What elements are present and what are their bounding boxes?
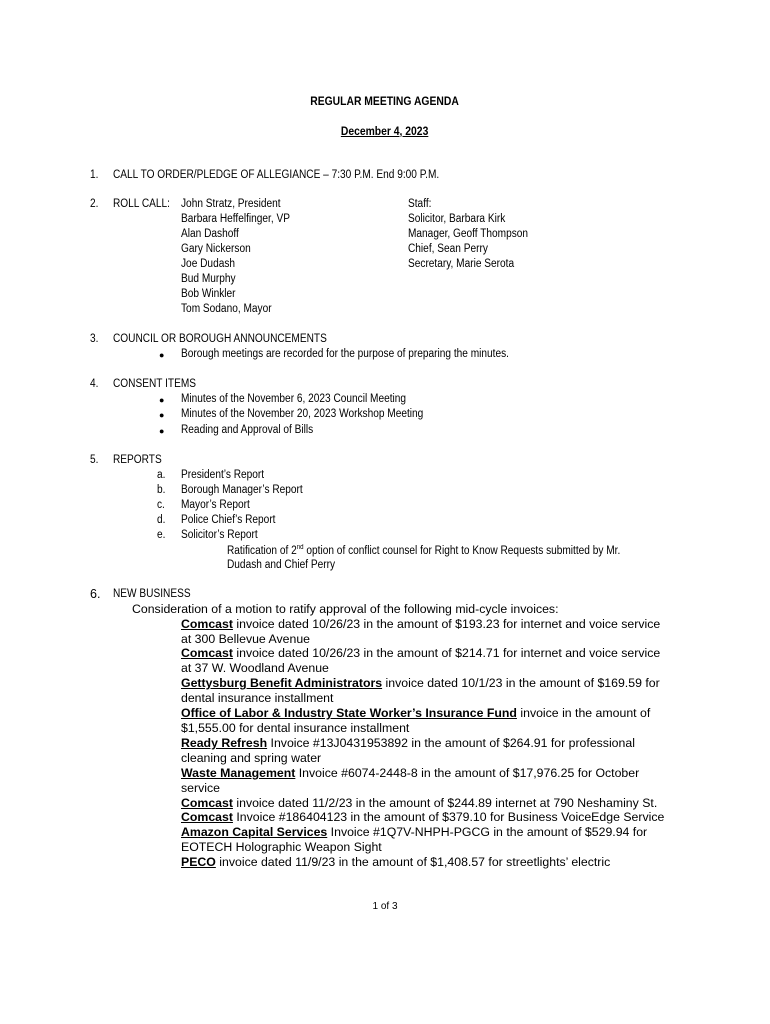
invoice-line: PECO invoice dated 11/9/23 in the amount of $1,408.57 for streetlights’ electric [181,855,611,869]
item-number-6: 6. [90,587,101,601]
staff-member: Solicitor, Barbara Kirk [408,213,506,225]
item-number-4: 4. [90,378,99,390]
agenda-title: REGULAR MEETING AGENDA [310,96,460,108]
report-letter: a. [157,469,166,481]
solicitor-subitem: Ratification of 2nd option of conflict counsel for Right to Know Requests submitted by Mr. [227,544,621,557]
item-number-3: 3. [90,333,99,345]
item-number-1: 1. [90,169,99,181]
invoice-line: Comcast invoice dated 11/2/23 in the amount of $244.89 internet at 790 Neshaminy St. [181,796,658,810]
report-item: Solicitor’s Report [181,529,258,541]
meeting-date: December 4, 2023 [341,126,429,138]
invoice-line: Comcast Invoice #186404123 in the amount of $379.10 for Business VoiceEdge Service [181,810,665,824]
report-letter: e. [157,529,166,541]
staff-label: Staff: [408,198,432,210]
invoice-line-cont: $1,555.00 for dental insurance installment [181,721,410,735]
roll-call-member: Bud Murphy [181,273,236,285]
invoice-line: Waste Management Invoice #6074-2448-8 in the amount of $17,976.25 for October [181,766,640,780]
report-letter: b. [157,484,166,496]
consent-bullet: Reading and Approval of Bills [181,424,314,436]
report-letter: d. [157,514,166,526]
invoice-line-cont: EOTECH Holographic Weapon Sight [181,840,382,854]
roll-call-member: John Stratz, President [181,198,281,210]
staff-member: Manager, Geoff Thompson [408,228,529,240]
invoice-line-cont: service [181,781,220,795]
invoice-line: Office of Labor & Industry State Worker’s Insurance Fund invoice in the amount of [181,706,651,720]
roll-call-member: Bob Winkler [181,288,236,300]
new-business-intro: Consideration of a motion to ratify approval of the following mid-cycle invoices: [132,602,559,616]
bullet-icon: ● [159,395,165,405]
invoice-line: Ready Refresh Invoice #13J0431953892 in the amount of $264.91 for professional [181,736,635,750]
report-item: Police Chief’s Report [181,514,276,526]
invoice-line: Comcast invoice dated 10/26/23 in the amount of $214.71 for internet and voice service [181,646,661,660]
invoice-line-cont: dental insurance installment [181,691,334,705]
consent-title: CONSENT ITEMS [113,378,197,390]
invoice-line: Comcast invoice dated 10/26/23 in the amount of $193.23 for internet and voice service [181,617,661,631]
roll-call-member: Alan Dashoff [181,228,239,240]
bullet-icon: ● [159,426,165,436]
report-item: Mayor’s Report [181,499,250,511]
roll-call-member: Tom Sodano, Mayor [181,303,272,315]
staff-member: Secretary, Marie Serota [408,258,515,270]
invoice-line-cont: cleaning and spring water [181,751,322,765]
roll-call-member: Gary Nickerson [181,243,251,255]
roll-call-member: Joe Dudash [181,258,236,270]
bullet-icon: ● [159,410,165,420]
invoice-line: Amazon Capital Services Invoice #1Q7V-NHPH-PGCG in the amount of $529.94 for [181,825,648,839]
roll-call-member: Barbara Heffelfinger, VP [181,213,290,225]
page-number: 1 of 3 [372,901,398,912]
roll-call-label: ROLL CALL: [113,198,171,210]
item-number-2: 2. [90,198,99,210]
new-business-title: NEW BUSINESS [113,588,191,600]
item-number-5: 5. [90,454,99,466]
invoice-line-cont: at 37 W. Woodland Avenue [181,661,329,675]
report-item: Borough Manager’s Report [181,484,303,496]
call-to-order: CALL TO ORDER/PLEDGE OF ALLEGIANCE – 7:30 P.M. End 9:00 P.M. [113,169,440,181]
consent-bullet: Minutes of the November 20, 2023 Workshop Meeting [181,408,424,420]
announcements-title: COUNCIL OR BOROUGH ANNOUNCEMENTS [113,333,327,345]
report-item: President’s Report [181,469,265,481]
staff-member: Chief, Sean Perry [408,243,488,255]
consent-bullet: Minutes of the November 6, 2023 Council Meeting [181,393,407,405]
invoice-line-cont: at 300 Bellevue Avenue [181,632,310,646]
reports-title: REPORTS [113,454,162,466]
solicitor-subitem-cont: Dudash and Chief Perry [227,559,336,571]
announcement-bullet: Borough meetings are recorded for the purpose of preparing the minutes. [181,348,509,360]
invoice-line: Gettysburg Benefit Administrators invoice dated 10/1/23 in the amount of $169.59 for [181,676,660,690]
bullet-icon: ● [159,350,165,360]
report-letter: c. [157,499,165,511]
